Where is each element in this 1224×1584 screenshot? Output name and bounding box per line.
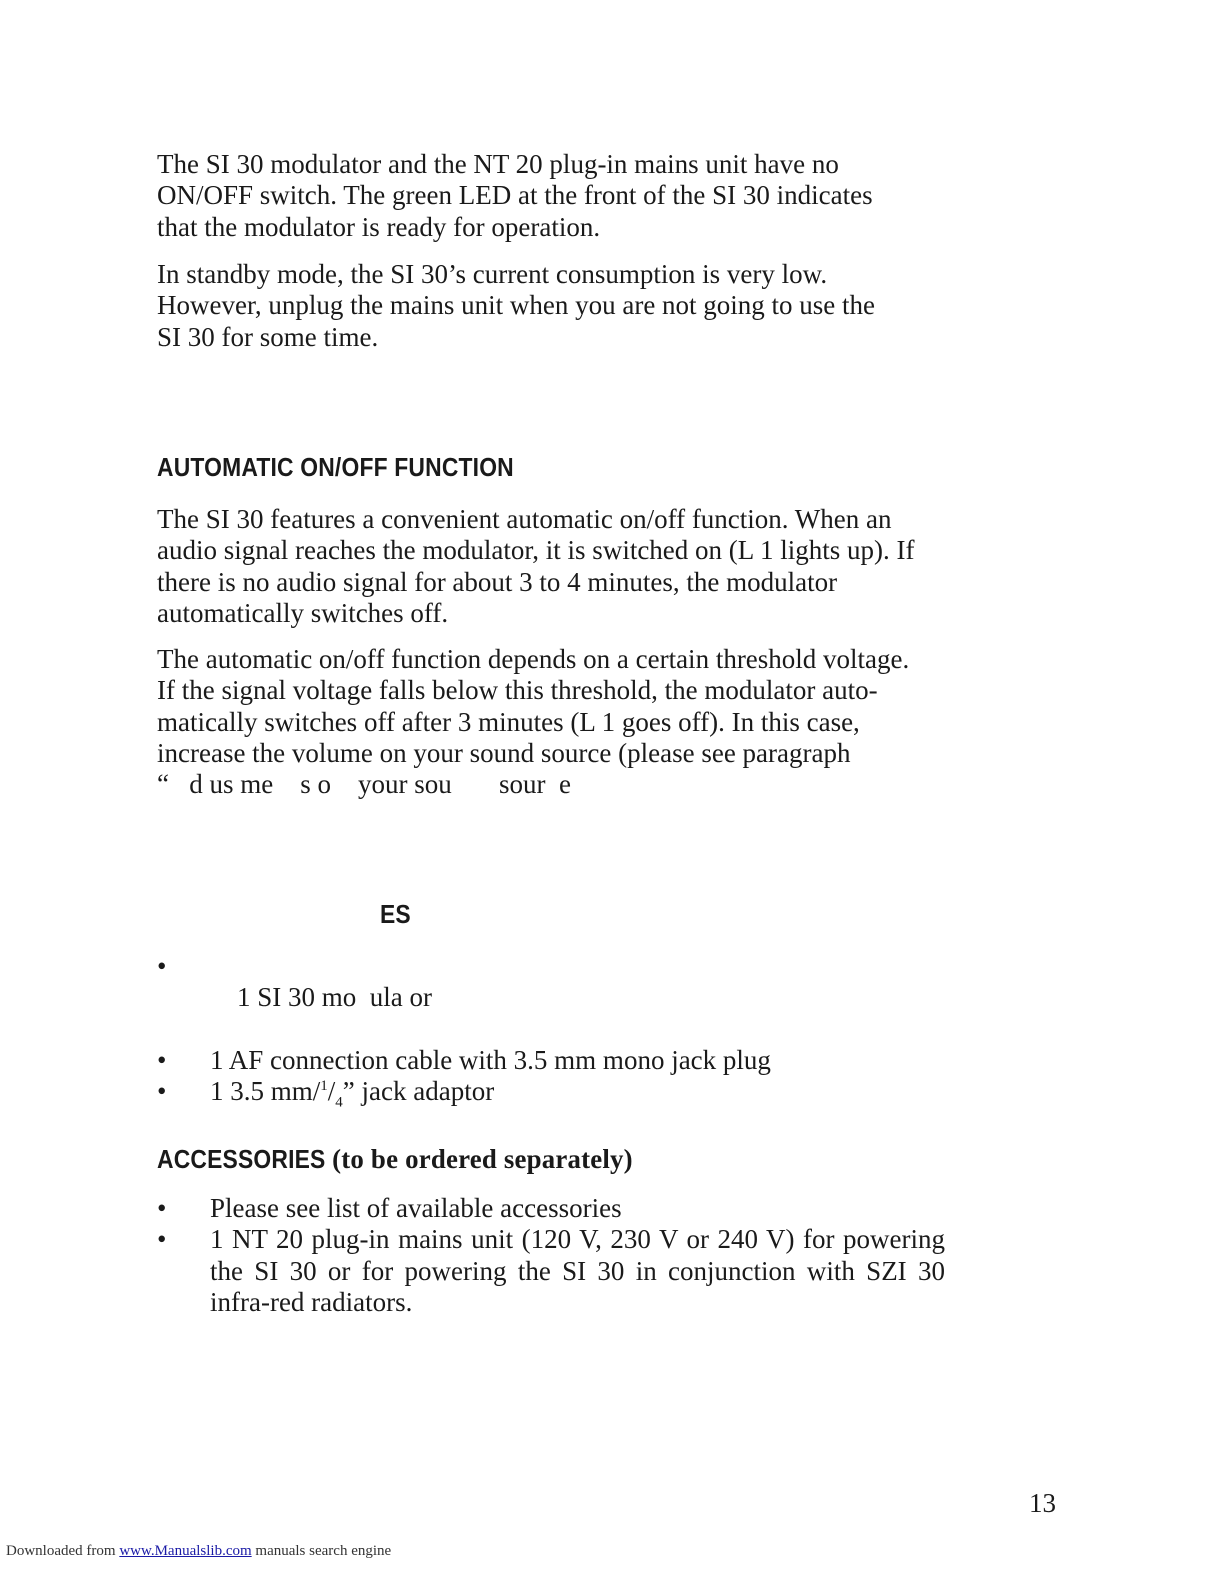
footer-suffix: manuals search engine xyxy=(251,1543,392,1559)
bullet: • xyxy=(157,1193,167,1223)
text-line: powering the SI 30 or for powering the SI 30 in conjunction xyxy=(210,1224,946,1286)
list-item xyxy=(157,1224,957,1318)
text-line: that the modulator is ready for operation. xyxy=(157,211,601,242)
list-item xyxy=(157,1045,957,1076)
list-item xyxy=(157,1193,957,1224)
section-heading-accessories xyxy=(157,1144,633,1175)
list-item xyxy=(157,1076,957,1111)
text-line: audio signal reaches the modulator, it is switched on (L 1 lights up). If xyxy=(157,535,915,566)
intro-paragraph-1 xyxy=(157,149,1037,243)
footer-credit xyxy=(6,1543,391,1560)
fraction-slash: / xyxy=(327,1076,336,1107)
list-item-text xyxy=(210,1224,945,1318)
text-line: In standby mode, the SI 30’s current consumption is very low. xyxy=(157,259,828,289)
text-line: matically switches off after 3 minutes (L 1 goes off). In this case, xyxy=(157,706,860,737)
fraction-denominator: 4 xyxy=(335,1094,343,1111)
text-line: there is no audio signal for about 3 to 4 minutes, the modulator xyxy=(157,566,838,597)
footer-prefix: Downloaded from xyxy=(6,1543,120,1559)
text-line: The SI 30 features a convenient automatic on/off function. When an xyxy=(157,504,892,534)
delivery-list xyxy=(157,951,957,1111)
accessories-list xyxy=(157,1193,957,1318)
bullet: • xyxy=(157,1224,167,1255)
text-line: The automatic on/off function depends on a certain threshold voltage. xyxy=(157,644,910,674)
list-item-text: Please see list of available accessories xyxy=(210,1193,622,1223)
list-item-text: 1 3.5 mm/ xyxy=(210,1076,321,1107)
bullet: • xyxy=(157,951,167,981)
page-number: 13 xyxy=(1029,1488,1056,1518)
text-line: increase the volume on your sound source (please see paragraph xyxy=(157,737,851,768)
bullet: • xyxy=(157,1044,167,1075)
section-heading-automatic: AUTOMATIC ON/OFF FUNCTION xyxy=(157,452,514,482)
auto-paragraph-1 xyxy=(157,504,1037,629)
list-item-text: ” jack adaptor xyxy=(342,1076,495,1107)
section-heading-delivery: ES xyxy=(380,899,411,929)
text-line: ON/OFF switch. The green LED at the front of the SI 30 indicates xyxy=(157,180,873,211)
auto-paragraph-2 xyxy=(157,644,1037,800)
text-line: 1 NT 20 plug-in mains unit (120 V, 230 V or 240 V) for xyxy=(210,1224,835,1255)
text-line: The SI 30 modulator and the NT 20 plug-in mains unit have no xyxy=(157,149,839,179)
list-item-text: 1 AF connection cable with 3.5 mm mono jack plug xyxy=(210,1044,771,1075)
bullet: • xyxy=(157,1076,167,1107)
text-line: automatically switches off. xyxy=(157,597,449,628)
text-line: However, unplug the mains unit when you are not going to use the xyxy=(157,290,876,321)
heading-text: ACCESSORIES xyxy=(157,1144,326,1174)
list-item xyxy=(157,951,957,1045)
intro-paragraph-2 xyxy=(157,259,1037,353)
text-line: with SZI 30 infra-red radiators. xyxy=(210,1255,945,1317)
text-line: If the signal voltage falls below this threshold, the modulator auto- xyxy=(157,675,878,706)
manualslib-link[interactable]: www.Manualslib.com xyxy=(119,1543,252,1559)
fraction-numerator: 1 xyxy=(320,1078,328,1095)
text-line: SI 30 for some time. xyxy=(157,321,379,352)
list-item-text: 1 SI 30 mo ula or xyxy=(237,982,432,1013)
heading-note: (to be ordered separately) xyxy=(332,1144,633,1174)
text-line: “ d us me s o your sou sour e xyxy=(157,769,571,800)
